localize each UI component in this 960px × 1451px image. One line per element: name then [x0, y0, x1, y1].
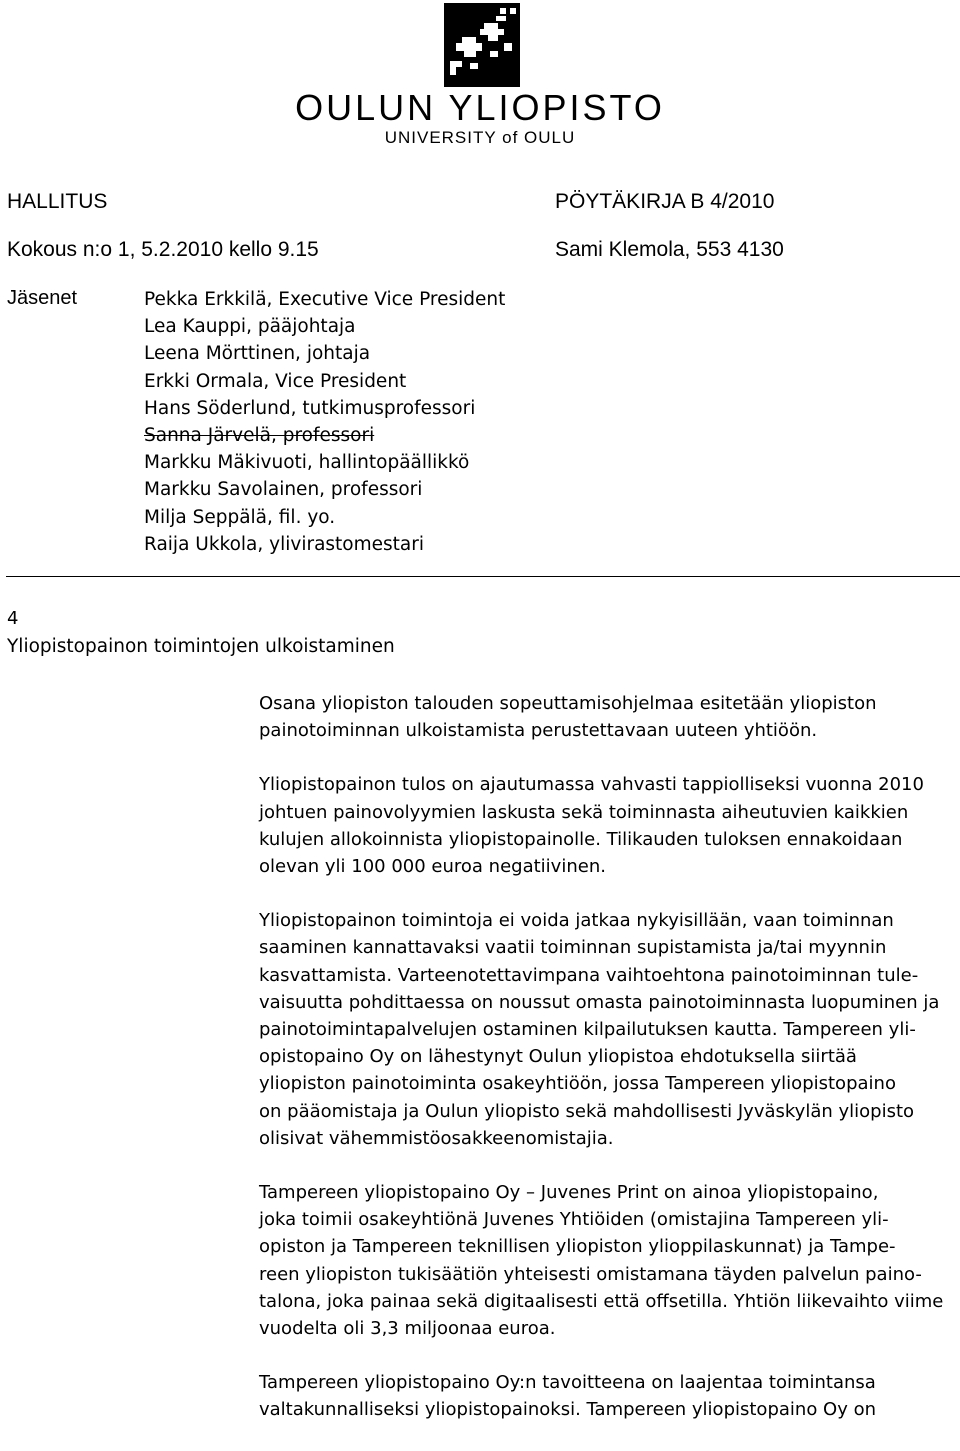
paragraph-line: vuodelta oli 3,3 miljoonaa euroa. — [259, 1318, 556, 1340]
members-label: Jäsenet — [7, 287, 78, 309]
contact-person: Sami Klemola, 553 4130 — [555, 238, 784, 261]
university-subtitle: UNIVERSITY of OULU — [384, 128, 576, 147]
paragraph-line: valtakunnalliseksi yliopistopainoksi. Tampereen yliopistopaino Oy on — [259, 1399, 877, 1421]
agenda-item-number: 4 — [7, 608, 19, 629]
paragraph-line: opiston ja Tampereen teknillisen yliopiston ylioppilaskunnat) ja Tampe- — [259, 1236, 896, 1258]
university-emblem-icon — [444, 3, 520, 87]
member-item: Markku Mäkivuoti, hallintopäällikkö — [144, 452, 470, 474]
member-item: Hans Söderlund, tutkimusprofessori — [144, 397, 476, 419]
paragraph-line: johtuen painovolyymien laskusta sekä toiminnasta aiheutuvien kaikkien — [259, 801, 909, 823]
university-logo — [0, 0, 960, 160]
paragraph — [259, 771, 959, 880]
member-item: Pekka Erkkilä, Executive Vice President — [144, 289, 506, 310]
paragraph-line: joka toimii osakeyhtiönä Juvenes Yhtiöiden (omistajina Tampereen yli- — [259, 1209, 889, 1231]
member-item: Raija Ukkola, ylivirastomestari — [144, 533, 424, 555]
paragraph-line: painotoiminnan ulkoistamista perustettavaan uuteen yhtiöön. — [259, 720, 818, 742]
member-item: Markku Savolainen, professori — [144, 479, 423, 501]
paragraph-line: on pääomistaja ja Oulun yliopisto sekä mahdollisesti Jyväskylän yliopisto — [259, 1100, 915, 1122]
paragraph — [259, 1179, 959, 1342]
paragraph-line: kasvattamista. Varteenotettavimpana vaihtoehtona painotoiminnan tule- — [259, 964, 919, 986]
paragraph-line: saaminen kannattavaksi vaatii toiminnan supistamista ja/tai myynnin — [259, 937, 887, 959]
paragraph-line: Yliopistopainon tulos on ajautumassa vahvasti tappiolliseksi vuonna 2010 — [259, 774, 924, 796]
paragraph-line: yliopiston painotoiminta osakeyhtiöön, jossa Tampereen yliopistopaino — [259, 1073, 896, 1095]
member-item-struck-out: Sanna Järvelä, professori — [144, 425, 375, 447]
document-id: PÖYTÄKIRJA B 4/2010 — [555, 190, 775, 213]
paragraph-line: olisivat vähemmistöosakkeenomistajia. — [259, 1127, 614, 1149]
paragraph — [259, 690, 959, 744]
agenda-item-title: Yliopistopainon toimintojen ulkoistaminen — [7, 636, 395, 657]
paragraph-line: talona, joka painaa sekä digitaalisesti että offsetilla. Yhtiön liikevaihto viime — [259, 1290, 944, 1312]
paragraph-line: kulujen allokoinnista yliopistopainolle. Tilikauden tuloksen ennakoidaan — [259, 828, 903, 850]
members-list — [144, 286, 505, 558]
paragraph-line: Tampereen yliopistopaino Oy – Juvenes Print on ainoa yliopistopaino, — [259, 1182, 879, 1204]
paragraph-line: Tampereen yliopistopaino Oy:n tavoitteena on laajentaa toimintansa — [259, 1372, 876, 1394]
university-name: OULUN YLIOPISTO — [295, 87, 665, 128]
paragraph-line: vaisuutta pohdittaessa on noussut omasta painotoiminnasta luopuminen ja — [259, 991, 940, 1013]
paragraph-line: Osana yliopiston talouden sopeuttamisohjelmaa esitetään yliopiston — [259, 693, 877, 714]
paragraph — [259, 1369, 959, 1423]
governing-body: HALLITUS — [7, 190, 108, 213]
member-item: Erkki Ormala, Vice President — [144, 370, 407, 392]
paragraph-line: reen yliopiston tukisäätiön yhteisesti omistamana täyden palvelun paino- — [259, 1263, 922, 1285]
member-item: Milja Seppälä, fil. yo. — [144, 506, 336, 528]
item-body — [259, 690, 959, 1451]
paragraph — [259, 907, 959, 1152]
member-item: Lea Kauppi, pääjohtaja — [144, 316, 356, 338]
paragraph-line: opistopaino Oy on lähestynyt Oulun yliopistoa ehdotuksella siirtää — [259, 1046, 857, 1068]
paragraph-line: Yliopistopainon toimintoja ei voida jatkaa nykyisillään, vaan toiminnan — [259, 910, 894, 932]
paragraph-line: painotoimintapalvelujen ostaminen kilpailutuksen kautta. Tampereen yli- — [259, 1019, 916, 1041]
paragraph-line: olevan yli 100 000 euroa negatiivinen. — [259, 856, 606, 878]
section-divider — [6, 576, 960, 577]
meeting-info: Kokous n:o 1, 5.2.2010 kello 9.15 — [7, 238, 319, 261]
member-item: Leena Mörttinen, johtaja — [144, 343, 371, 365]
